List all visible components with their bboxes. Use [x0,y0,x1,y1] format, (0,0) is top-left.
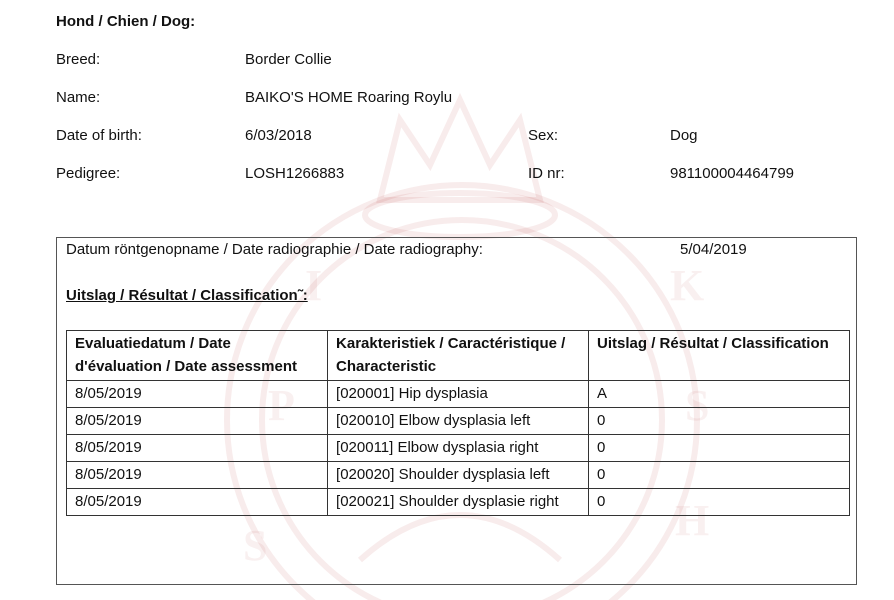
dob-label: Date of birth: [56,127,142,144]
table-row [67,489,850,516]
svg-text:P: P [268,381,295,430]
id-value: 981100004464799 [670,165,795,182]
col-header-classification: Uitslag / Résultat / Classification [589,331,850,381]
cell-date: 8/05/2019 [67,381,328,408]
cell-classification: 0 [589,435,850,462]
pedigree-value: LOSH1266883 [245,165,345,182]
table-header-row [67,331,850,381]
breed-value: Border Collie [245,51,332,68]
dob-value: 6/03/2018 [245,127,312,144]
cell-classification: 0 [589,462,850,489]
name-value: BAIKO'S HOME Roaring Roylu [245,89,453,106]
svg-text:K: K [670,261,705,310]
results-table [66,330,850,516]
col-header-characteristic: Karakteristiek / Caractéristique / Characteristic [328,331,589,381]
radiography-box [56,237,857,585]
sex-label: Sex: [528,127,559,144]
table-row [67,435,850,462]
pedigree-label: Pedigree: [56,165,121,182]
cell-date: 8/05/2019 [67,462,328,489]
table-row [67,462,850,489]
cell-date: 8/05/2019 [67,435,328,462]
cell-date: 8/05/2019 [67,408,328,435]
id-label: ID nr: [528,165,565,182]
breed-label: Breed: [56,51,101,68]
dog-heading: Hond / Chien / Dog: [56,13,196,30]
cell-classification: A [589,381,850,408]
sex-value: Dog [670,127,698,144]
svg-text:S: S [685,381,710,430]
cell-characteristic: [020020] Shoulder dysplasia left [328,462,589,489]
cell-characteristic: [020011] Elbow dysplasia right [328,435,589,462]
table-row [67,408,850,435]
cell-characteristic: [020010] Elbow dysplasia left [328,408,589,435]
col-header-evaluation-date: Evaluatiedatum / Date d'évaluation / Date assessment [67,331,328,381]
svg-text:S: S [243,521,268,570]
result-heading: Uitslag / Résultat / Classification˜: [66,287,308,304]
cell-characteristic: [020001] Hip dysplasia [328,381,589,408]
radiography-date-value: 5/04/2019 [680,241,747,258]
name-label: Name: [56,89,101,106]
cell-date: 8/05/2019 [67,489,328,516]
svg-text:I: I [305,261,323,310]
cell-classification: 0 [589,489,850,516]
cell-classification: 0 [589,408,850,435]
table-row [67,381,850,408]
cell-characteristic: [020021] Shoulder dysplasie right [328,489,589,516]
radiography-date-label: Datum röntgenopname / Date radiographie / Date radiography: [66,241,483,258]
svg-text:H: H [675,496,710,545]
